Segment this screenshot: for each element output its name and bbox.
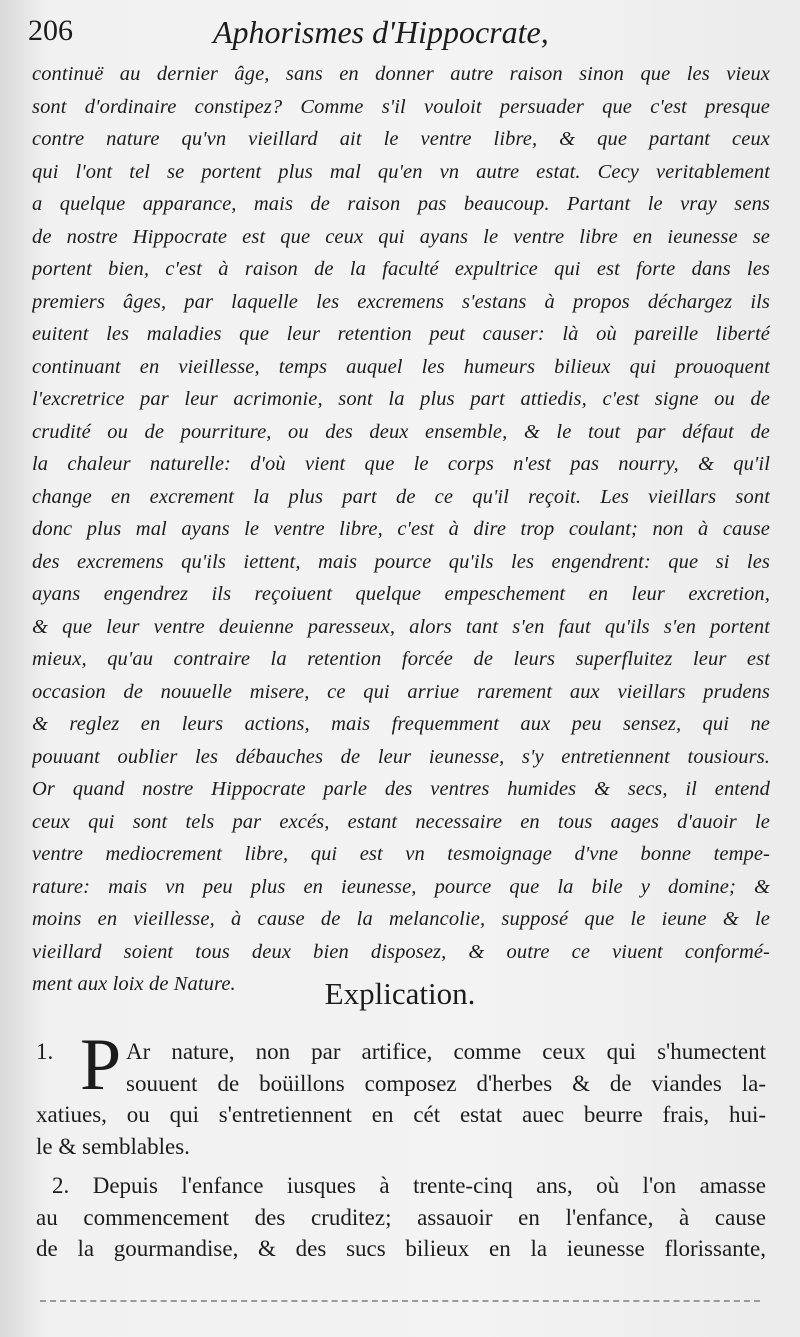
text-line: change en excrement la plus part de ce qu'il reçoit. Les vieillars sont <box>32 485 770 508</box>
text-line: de nostre Hippocrate est que ceux qui ayans le ventre libre en ieunesse se <box>32 225 770 248</box>
text-line: mieux, qu'au contraire la retention forcée de leurs superfluitez leur est <box>32 648 770 670</box>
text-line: crudité ou de pourriture, ou des deux ensemble, & le tout par défaut de <box>32 420 770 443</box>
text-line: Or quand nostre Hippocrate parle des ventres humides & secs, il entend <box>32 778 770 800</box>
explication-item-1 <box>36 1024 766 1162</box>
text-line: ceux qui sont tels par excés, estant necessaire en tous aages d'auoir le <box>32 810 770 833</box>
text-line: euitent les maladies que leur retention peut causer: là où pareille liberté <box>32 323 770 345</box>
explication-item-2 <box>36 1170 766 1265</box>
text-line: rature: mais vn peu plus en ieunesse, pource que la bile y domine; & <box>32 875 770 898</box>
text-line: 2. Depuis l'enfance iusques à trente-cinq ans, où l'on amasse <box>52 1173 766 1198</box>
text-line: ment aux loix de Nature. <box>32 973 236 995</box>
text-line: qui l'ont tel se portent plus mal qu'en vn autre estat. Cecy veritablement <box>32 160 770 183</box>
text-line: ayans engendrez ils reçoiuent quelque empeschement en leur excretion, <box>32 583 770 605</box>
text-line: des excremens qu'ils iettent, mais pource qu'ils les engendrent: que si les <box>32 550 770 573</box>
text-line: & reglez en leurs actions, mais frequemment aux peu sensez, qui ne <box>32 713 770 735</box>
text-line: pouuant oublier les débauches de leur ieunesse, s'y entretiennent tousiours. <box>32 745 770 768</box>
explication-section <box>36 1024 766 1265</box>
text-line: l'excretrice par leur acrimonie, sont la plus part attiedis, c'est signe ou de <box>32 388 770 410</box>
text-line: de la gourmandise, & des sucs bilieux en la ieunesse florissante, <box>36 1236 766 1261</box>
item-number: 1. <box>36 1039 54 1064</box>
text-line: donc plus mal ayans le ventre libre, c'est à dire trop coulant; non à cause <box>32 518 770 540</box>
text-line: sont d'ordinaire constipez? Comme s'il vouloit persuader que c'est presque <box>32 95 770 118</box>
body-text <box>32 58 770 1001</box>
text-line: occasion de nouuelle misere, ce qui arriue rarement aux vieillars prudens <box>32 680 770 703</box>
page-header <box>28 12 773 56</box>
section-heading: Explication. <box>324 976 476 1011</box>
bottom-rule <box>40 1300 760 1302</box>
text-line: premiers âges, par laquelle les excremens s'estans à propos déchargez ils <box>32 290 770 313</box>
text-line: souuent de boüillons composez d'herbes & de viandes la- <box>126 1070 766 1096</box>
text-line: continuant en vieillesse, temps auquel les humeurs bilieux qui prouoquent <box>32 355 770 378</box>
text-line: xatiues, ou qui s'entretiennent en cét estat auec beurre frais, hui- <box>36 1102 766 1127</box>
text-line: vieillard soient tous deux bien disposez, & outre ce viuent conformé- <box>32 940 770 963</box>
text-line: contre nature qu'vn vieillard ait le ventre libre, & que partant ceux <box>32 128 770 150</box>
text-line: a quelque apparance, mais de raison pas beaucoup. Partant le vray sens <box>32 193 770 215</box>
text-line: ventre mediocrement libre, qui est vn tesmoignage d'vne bonne tempe- <box>32 843 770 865</box>
text-line: portent bien, c'est à raison de la faculté expultrice qui est forte dans les <box>32 258 770 280</box>
text-line: au commencement des cruditez; assauoir en l'enfance, à cause <box>36 1204 766 1230</box>
running-head: Aphorismes d'Hippocrate, <box>213 14 549 50</box>
text-line: moins en vieillesse, à cause de la melancolie, supposé que le ieune & le <box>32 908 770 930</box>
page-number: 206 <box>28 14 73 47</box>
text-line: Ar nature, non par artifice, comme ceux qui s'humectent <box>126 1039 766 1064</box>
drop-cap: P <box>80 1024 122 1106</box>
text-line: & que leur ventre deuienne paresseux, alors tant s'en faut qu'ils s'en portent <box>32 615 770 638</box>
text-line: la chaleur naturelle: d'où vient que le corps n'est pas nourry, & qu'il <box>32 453 770 475</box>
text-line: continuë au dernier âge, sans en donner autre raison sinon que les vieux <box>32 63 770 85</box>
text-line: le & semblables. <box>36 1133 190 1159</box>
